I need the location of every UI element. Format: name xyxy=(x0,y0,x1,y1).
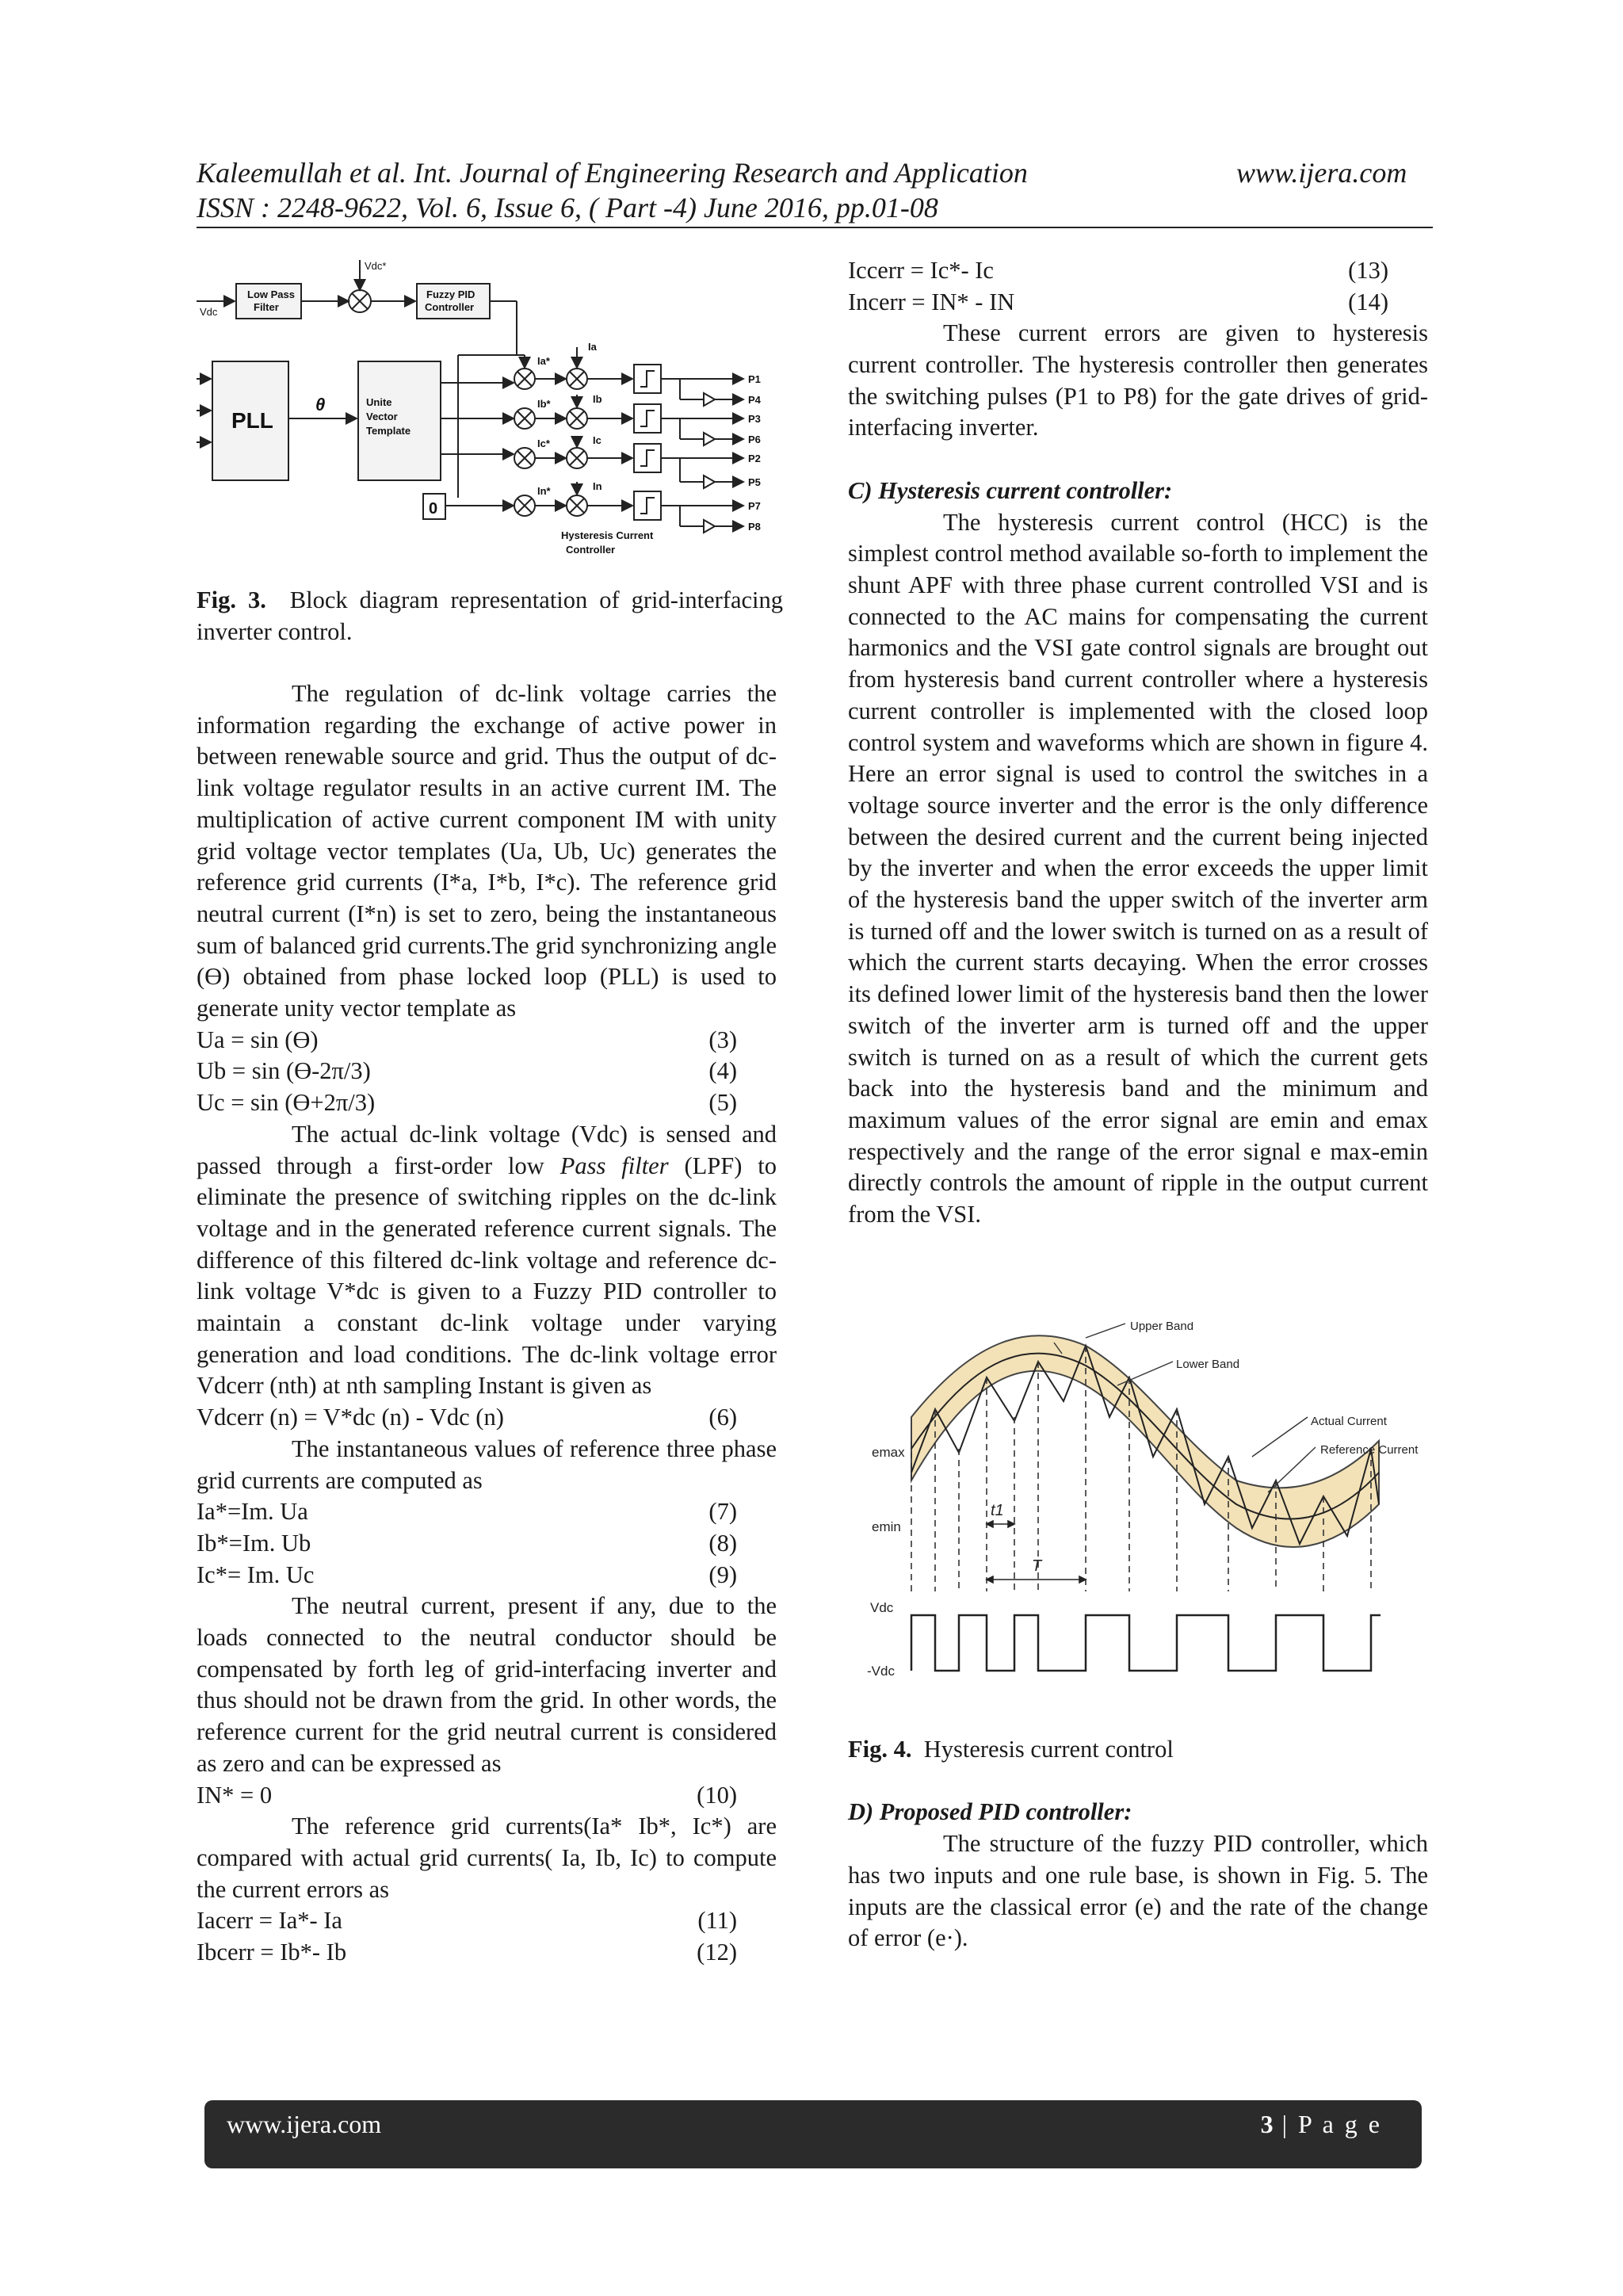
equation-6: Vdcerr (n) = V*dc (n) - Vdc (n) (6) xyxy=(197,1404,737,1431)
fig3-in-star: In* xyxy=(537,485,551,497)
fig3-p7: P7 xyxy=(748,500,761,512)
right-para-3: The structure of the fuzzy PID controller, which has two inputs and one rule base, is shown in Fig. 5. The inputs are the classical error (e) and the rate of the change of error (e·). xyxy=(848,1830,1428,1952)
fig3-hcc-l2: Controller xyxy=(566,544,616,556)
fig3-p1: P1 xyxy=(748,373,761,385)
fig3-ib-star: Ib* xyxy=(537,398,551,410)
equation-9: Ic*= Im. Uc (9) xyxy=(197,1561,737,1588)
fig3-p8: P8 xyxy=(748,521,761,533)
fig4-actual-current-label: Actual Current xyxy=(1311,1415,1387,1428)
fig4-vdc-label: Vdc xyxy=(870,1600,894,1615)
fig3-pll-label: PLL xyxy=(231,408,273,433)
issue-line: ISSN : 2248-9622, Vol. 6, Issue 6, ( Part -4) June 2016, pp.01-08 xyxy=(197,192,938,223)
fig3-p4: P4 xyxy=(748,394,761,406)
fig4-T-label: T xyxy=(1032,1557,1042,1575)
fig3-ic: Ic xyxy=(593,434,601,446)
fig3-uvt-l3: Template xyxy=(366,425,411,437)
fig3-p2: P2 xyxy=(748,453,761,464)
equation-12: Ibcerr = Ib*- Ib (12) xyxy=(197,1938,737,1966)
page-footer xyxy=(204,2100,1422,2168)
header-rule xyxy=(197,227,1433,228)
fig3-block-diagram xyxy=(197,252,783,569)
right-column-top xyxy=(848,255,1428,1231)
fig3-p5: P5 xyxy=(748,476,761,488)
section-c-heading: C) Hysteresis current controller: xyxy=(848,476,1173,504)
equation-14: Incerr = IN* - IN (14) xyxy=(848,288,1388,315)
fig3-lpf-l2: Filter xyxy=(254,301,279,313)
right-column-bottom xyxy=(848,1734,1428,1954)
fig3-caption-label: Fig. 3. xyxy=(197,586,266,613)
fig4-emin-label: emin xyxy=(872,1519,901,1534)
fig3-uvt-l2: Vector xyxy=(366,411,398,422)
fig3-caption xyxy=(197,585,783,648)
fig4-caption xyxy=(848,1734,1428,1766)
fig3-p6: P6 xyxy=(748,434,761,445)
right-para-1: These current errors are given to hysteresis current controller. The hysteresis controller then generates the switching pulses (P1 to P8) for the gate drives of grid-interfacing inverter. xyxy=(848,319,1428,441)
fig4-t1-label: t1 xyxy=(991,1502,1004,1519)
fig4-reference-current-label: Reference Current xyxy=(1320,1443,1419,1457)
left-para-5: The reference grid currents(Ia* Ib*, Ic*) are compared with actual grid currents( Ia, Ib, Ic) to compute the current errors as xyxy=(197,1813,777,1903)
equation-3: Ua = sin (Ө) (3) xyxy=(197,1026,737,1053)
equation-10: IN* = 0 (10) xyxy=(197,1781,737,1809)
fig3-theta: θ xyxy=(315,395,326,415)
left-para-3: The instantaneous values of reference three phase grid currents are computed as xyxy=(197,1435,777,1494)
left-para-4: The neutral current, present if any, due to the loads connected to the neutral conductor should be compensated by forth leg of grid-interfacing inverter and thus should not be drawn from the grid. In other words, the reference current for the grid neutral current is considered as zero and can be expressed as xyxy=(197,1592,777,1777)
equation-5: Uc = sin (Ө+2π/3) (5) xyxy=(197,1089,737,1117)
fig3-vdcstar-label: Vdc* xyxy=(365,260,387,272)
section-d-heading: D) Proposed PID controller: xyxy=(848,1798,1132,1826)
fig3-fuzzy-l2: Controller xyxy=(425,301,475,313)
equation-13: Iccerr = Ic*- Ic (13) xyxy=(848,257,1388,284)
equation-8: Ib*=Im. Ub (8) xyxy=(197,1529,737,1557)
footer-page-number: 3 | P a g e xyxy=(1260,2110,1382,2138)
equation-11: Iacerr = Ia*- Ia (11) xyxy=(197,1907,737,1935)
fig3-lpf-l1: Low Pass xyxy=(247,288,295,300)
fig4-lower-band-label: Lower Band xyxy=(1176,1358,1240,1371)
fig3-ia: Ia xyxy=(588,341,597,353)
fig4-hysteresis-waveform xyxy=(856,1322,1458,1694)
fig4-emax-label: emax xyxy=(872,1445,905,1460)
fig3-vdc-label: Vdc xyxy=(200,306,218,318)
running-header: Kaleemullah et al. Int. Journal of Engineering Research and Application xyxy=(197,157,1028,189)
fig3-ic-star: Ic* xyxy=(537,437,550,449)
fig3-ia-star: Ia* xyxy=(537,355,550,367)
fig3-hcc-l1: Hysteresis Current xyxy=(561,529,654,541)
fig3-ib: Ib xyxy=(593,393,602,405)
fig4-neg-vdc-label: -Vdc xyxy=(867,1664,895,1679)
journal-site[interactable]: www.ijera.com xyxy=(1236,157,1407,189)
equation-4: Ub = sin (Ө-2π/3) (4) xyxy=(197,1057,737,1085)
left-para-2: The actual dc-link voltage (Vdc) is sensed and passed through a first-order low Pass filter (LPF) to eliminate the presence of switching ripples on the dc-link voltage and in the generated reference current signals. The difference of this filtered dc-link voltage and reference dc-link voltage V*dc is given to a Fuzzy PID controller to maintain a constant dc-link voltage under varying generation and load conditions. The dc-link voltage error Vdcerr (nth) at nth sampling Instant is given as xyxy=(197,1120,777,1400)
equation-7: Ia*=Im. Ua (7) xyxy=(197,1498,737,1526)
fig3-caption-text: Block diagram representation of grid-interfacing inverter control. xyxy=(197,586,783,645)
fig3-zero: 0 xyxy=(429,500,438,518)
fig3-fuzzy-l1: Fuzzy PID xyxy=(426,288,475,300)
fig4-caption-text: Hysteresis current control xyxy=(923,1736,1174,1763)
right-para-2: The hysteresis current control (HCC) is the simplest control method available so-forth to implement the shunt APF with three phase current controlled VSI and is connected to the AC mains for compensating the current harmonics and the VSI gate control signals are brought out from hysteresis band current controller where a hysteresis current controller is implemented with the closed loop control system and waveforms which are shown in figure 4. Here an error signal is used to control the switches in a voltage source inverter and the error is the only difference between the desired current and the current being injected by the inverter and when the error exceeds the upper limit of the hysteresis band the upper switch of the inverter arm is turned off and the lower switch is turned on as a result of which the current starts decaying. When the error crosses its defined lower limit of the hysteresis band then the lower switch of the inverter arm is turned off and the upper switch is turned on as a result of which the current gets back into the hysteresis band and the minimum and maximum values of the error signal are emin and emax respectively and the range of the error signal e max-emin directly controls the amount of ripple in the output current from the VSI. xyxy=(848,508,1428,1228)
footer-site-link[interactable]: www.ijera.com xyxy=(227,2110,382,2138)
fig3-p3: P3 xyxy=(748,413,761,425)
left-para-1: The regulation of dc-link voltage carries the information regarding the exchange of active power in between renewable source and grid. Thus the output of dc-link voltage regulator results in an active current IM. The multiplication of active current component IM with unity grid voltage vector templates (Ua, Ub, Uc) generates the reference grid currents (I*a, I*b, I*c). The reference grid neutral current (I*n) is set to zero, being the instantaneous sum of balanced grid currents.The grid synchronizing angle (Ө) obtained from phase locked loop (PLL) is used to generate unity vector template as xyxy=(197,680,777,1022)
fig4-upper-band-label: Upper Band xyxy=(1130,1322,1194,1333)
fig3-in: In xyxy=(593,480,602,492)
fig3-uvt-l1: Unite xyxy=(366,396,392,408)
fig4-caption-label: Fig. 4. xyxy=(848,1736,912,1763)
left-column xyxy=(197,678,777,1969)
